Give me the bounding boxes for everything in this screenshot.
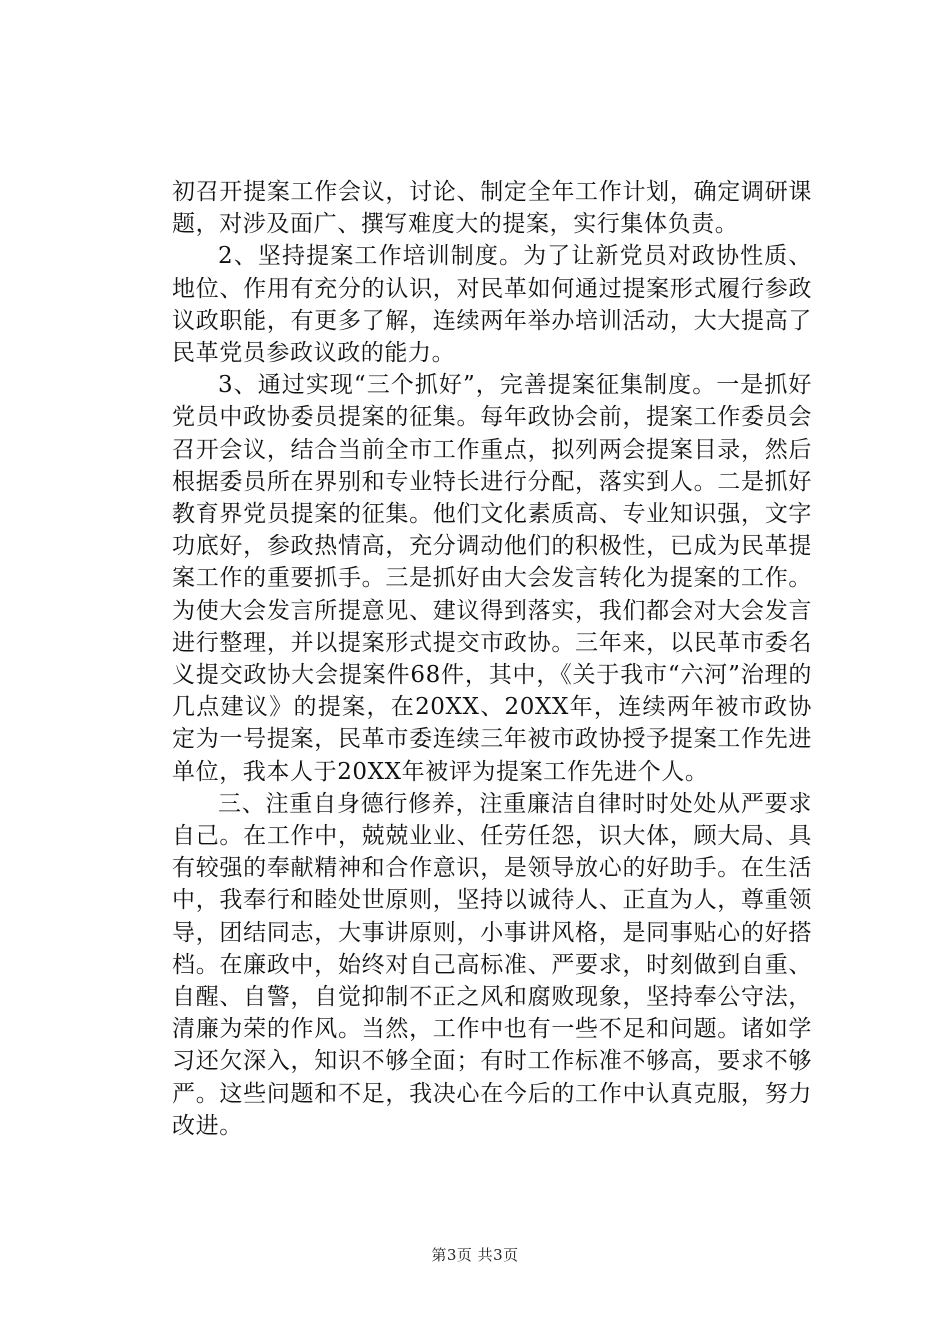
paragraph-continuation: 初召开提案工作会议，讨论、制定全年工作计划，确定调研课题，对涉及面广、撰写难度大的提案，实行集体负责。 <box>172 179 812 238</box>
document-body <box>172 176 812 1142</box>
paragraph-training-system: 2、坚持提案工作培训制度。为了让新党员对政协性质、地位、作用有充分的认识，对民革如何通过提案形式履行参政议政职能，有更多了解，连续两年举办培训活动，大大提高了民革党员参政议政的能力。 <box>172 243 812 367</box>
page-footer: 第3页 共3页 <box>431 1246 519 1264</box>
paragraph-proposal-collection: 3、通过实现“三个抓好”，完善提案征集制度。一是抓好党员中政协委员提案的征集。每年政协会前，提案工作委员会召开会议，结合当前全市工作重点，拟列两会提案目录，然后根据委员所在界别和专业特长进行分配，落实到人。二是抓好教育界党员提案的征集。他们文化素质高、专业知识强，文字功底好，参政热情高，充分调动他们的积极性，已成为民革提案工作的重要抓手。三是抓好由大会发言转化为提案的工作。为使大会发言所提意见、建议得到落实，我们都会对大会发言进行整理，并以提案形式提交市政协。三年来，以民革市委名义提交政协大会提案件68件，其中，《关于我市“六河”治理的几点建议》的提案，在20XX、20XX年，连续两年被市政协定为一号提案，民革市委连续三年被市政协授予提案工作先进单位，我本人于20XX年被评为提案工作先进个人。 <box>172 372 812 785</box>
paragraph-self-cultivation: 三、注重自身德行修养，注重廉洁自律时时处处从严要求自己。在工作中，兢兢业业、任劳任怨，识大体，顾大局、具有较强的奉献精神和合作意识，是领导放心的好助手。在生活中，我奉行和睦处世原则，坚持以诚待人、正直为人，尊重领导，团结同志，大事讲原则，小事讲风格，是同事贴心的好搭档。在廉政中，始终对自己高标准、严要求，时刻做到自重、自醒、自警，自觉抑制不正之风和腐败现象，坚持奉公守法，清廉为荣的作风。当然，工作中也有一些不足和问题。诸如学习还欠深入，知识不够全面；有时工作标准不够高，要求不够严。这些问题和不足，我决心在今后的工作中认真克服，努力改进。 <box>172 790 812 1139</box>
